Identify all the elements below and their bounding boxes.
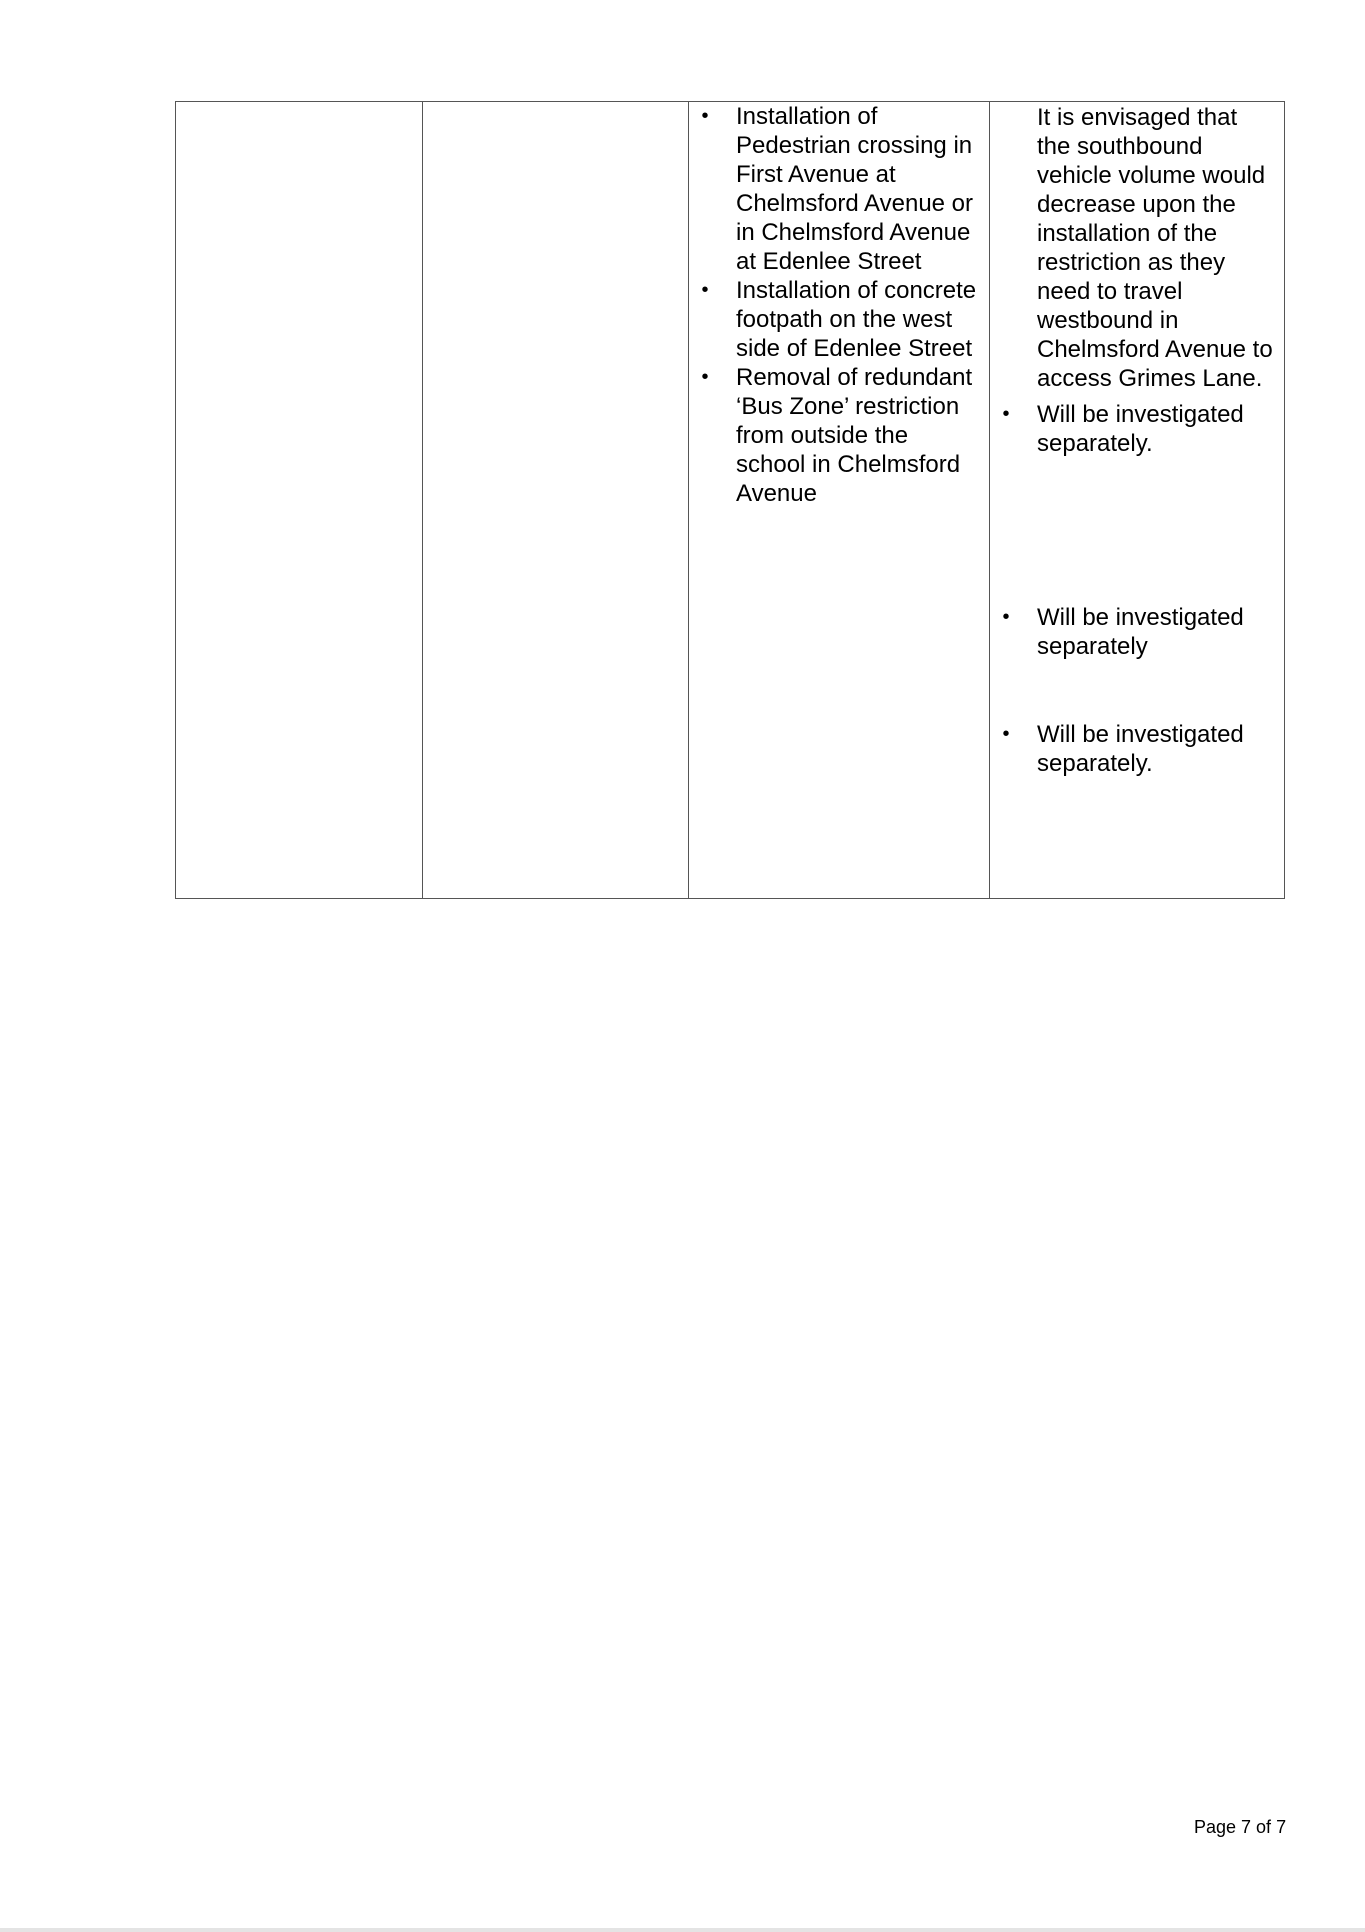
bullet-icon: • bbox=[701, 105, 709, 127]
list-item-text: Will be investigated separately bbox=[1037, 604, 1244, 660]
table-cell-col2 bbox=[423, 102, 689, 899]
bullet-icon: • bbox=[1002, 403, 1010, 425]
list-item-text: Installation of Pedestrian crossing in First Avenue at Chelmsford Avenue or in Chelmsford Avenue at Edenlee Street bbox=[736, 103, 974, 275]
list-item bbox=[689, 363, 989, 508]
list-item-text: Installation of concrete footpath on the west side of Edenlee Street bbox=[736, 277, 977, 362]
list-item-text: Will be investigated separately. bbox=[1037, 721, 1244, 777]
list-item bbox=[990, 720, 1284, 778]
table-cell-col4 bbox=[990, 102, 1285, 899]
table-row bbox=[176, 102, 1285, 899]
list-item-text: Will be investigated separately. bbox=[1037, 401, 1244, 457]
bullet-icon: • bbox=[701, 279, 709, 301]
list-item-text: Removal of redundant ‘Bus Zone’ restriction from outside the school in Chelmsford Avenue bbox=[736, 364, 973, 507]
cell-paragraph: It is envisaged that the southbound vehicle volume would decrease upon the installation of the restriction as they need to travel westbound in Chelmsford Avenue to access Grimes Lane. bbox=[1037, 104, 1273, 392]
continuation-table bbox=[175, 101, 1285, 899]
bullet-icon: • bbox=[1002, 723, 1010, 745]
bullet-icon: • bbox=[1002, 606, 1010, 628]
list-item bbox=[689, 102, 989, 276]
list-item bbox=[990, 400, 1284, 458]
page-number: Page 7 of 7 bbox=[1194, 1817, 1287, 1837]
bullet-icon: • bbox=[701, 366, 709, 388]
table-cell-col3 bbox=[689, 102, 990, 899]
list-item bbox=[689, 276, 989, 363]
table-cell-col1 bbox=[176, 102, 423, 899]
page-edge-shadow bbox=[0, 1928, 1365, 1932]
list-item bbox=[990, 603, 1284, 661]
